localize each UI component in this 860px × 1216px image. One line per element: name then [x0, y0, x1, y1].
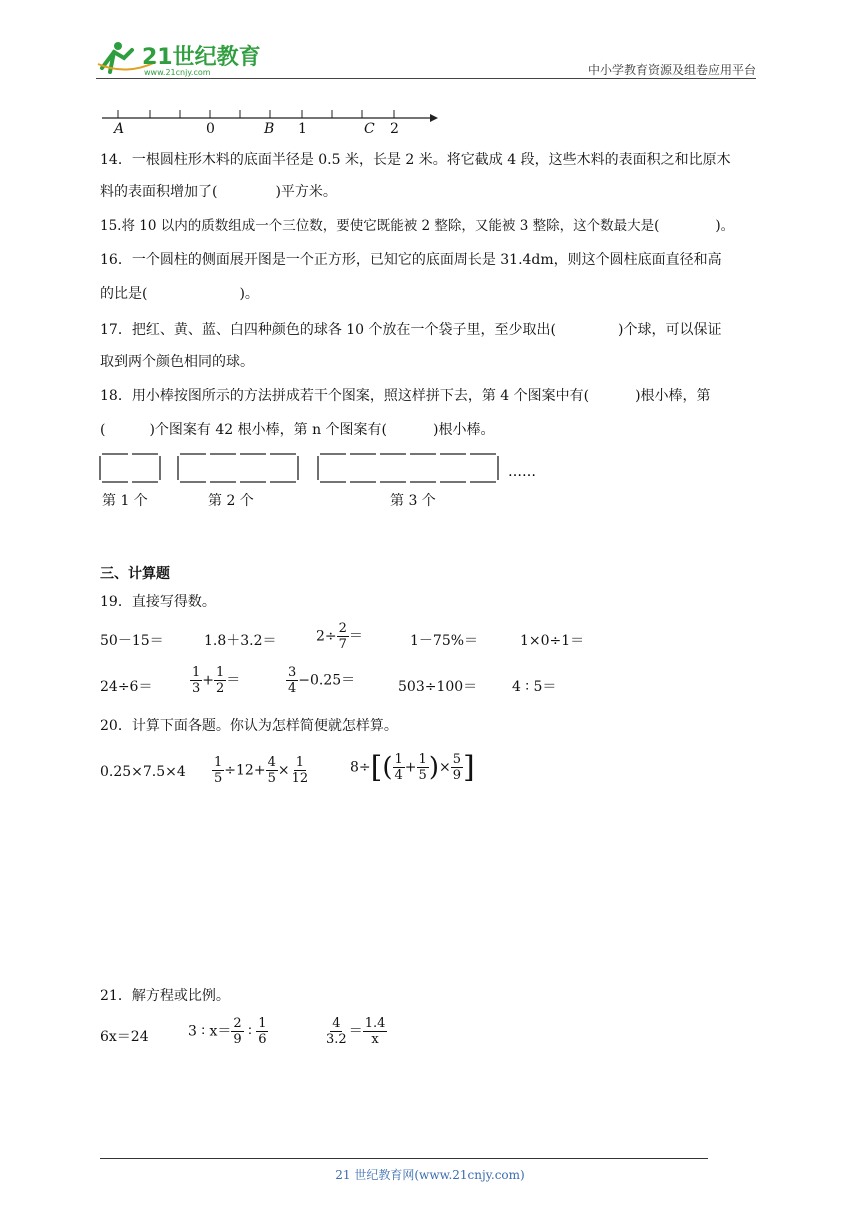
footer-link[interactable]: 21 世纪教育网(www.21cnjy.com): [335, 1168, 525, 1182]
figure-1-label: 第 1 个: [102, 493, 148, 509]
label-c: C: [364, 121, 375, 137]
label-a: A: [114, 121, 125, 137]
equation: 6x＝24: [100, 1029, 149, 1045]
calc-item: 50－15＝: [100, 633, 164, 649]
question-20-title: 20．计算下面各题。你认为怎样简便就怎样算。: [100, 718, 398, 734]
calc-item: 1×0÷1＝: [520, 633, 585, 649]
logo-main-text: 21世纪教育: [142, 45, 261, 70]
question-21-title: 21．解方程或比例。: [100, 988, 230, 1004]
calc-item: 503÷100＝: [398, 679, 478, 695]
question-18-line1: 18．用小棒按图所示的方法拼成若干个图案，照这样拼下去，第 4 个图案中有( )根小棒，第: [100, 388, 711, 404]
site-logo: [96, 38, 266, 78]
pattern-ellipsis: ……: [508, 464, 536, 480]
calc-item: 1.8＋3.2＝: [204, 633, 277, 649]
calc-item: 4 ∶ 5＝: [512, 679, 557, 695]
calc-item: $\frac{3}{4}$ −0.25＝: [288, 665, 356, 696]
figure-3-label: 第 3 个: [390, 493, 436, 509]
label-1: 1: [298, 121, 307, 137]
figure-2-label: 第 2 个: [208, 493, 254, 509]
question-17-line2: 取到两个颜色相同的球。: [100, 354, 254, 370]
label-2: 2: [390, 121, 399, 137]
question-16-line2: 的比是( )。: [100, 286, 259, 302]
calc-expression: 8÷[( $\frac{1}{4}$ + $\frac{1}{5}$ )× $\frac{5}{9}$ ]: [350, 750, 475, 785]
question-16-line1: 16．一个圆柱的侧面展开图是一个正方形，已知它的底面周长是 31.4dm，则这个圆柱底面直径和高: [100, 252, 722, 268]
question-18-line2: ( )个图案有 42 根小棒，第 n 个图案有( )根小棒。: [100, 422, 495, 438]
footer-divider: [100, 1158, 708, 1159]
header-platform-text: 中小学教育资源及组卷应用平台: [587, 63, 756, 77]
label-0: 0: [206, 121, 215, 137]
logo-sub-text: www.21cnjy.com: [144, 68, 211, 77]
header-divider: [96, 78, 756, 79]
calc-item: 1－75%＝: [410, 633, 479, 649]
calc-expression: 0.25×7.5×4: [100, 764, 186, 780]
section-title: 三、计算题: [100, 566, 170, 582]
calc-item: 24÷6＝: [100, 679, 153, 695]
question-14-line1: 14．一根圆柱形木料的底面半径是 0.5 米，长是 2 米。将它截成 4 段，这些木料的表面积之和比原木: [100, 152, 731, 168]
equation: 3 ∶ x＝ $\frac{2}{9}$ ∶ $\frac{1}{6}$: [188, 1016, 267, 1047]
equation: $\frac{4}{3.2}$ ＝ $\frac{1.4}{x}$: [326, 1016, 386, 1047]
label-b: B: [264, 121, 275, 137]
calc-expression: $\frac{1}{5}$ ÷12+ $\frac{4}{5}$ × $\frac{1}{12}$: [214, 755, 309, 786]
stick-pattern-figure: [96, 446, 536, 486]
calc-item: 2÷ $\frac{2}{7}$ ＝: [316, 621, 363, 652]
number-line: [96, 100, 446, 136]
question-19-title: 19．直接写得数。: [100, 594, 216, 610]
calc-item: $\frac{1}{3}$ + $\frac{1}{2}$ ＝: [192, 665, 241, 696]
question-14-line2: 料的表面积增加了( )平方米。: [100, 184, 337, 200]
question-17-line1: 17．把红、黄、蓝、白四种颜色的球各 10 个放在一个袋子里，至少取出( )个球，可以保证: [100, 322, 722, 338]
question-15: 15.将 10 以内的质数组成一个三位数，要使它既能被 2 整除，又能被 3 整除，这个数最大是( )。: [100, 218, 735, 234]
